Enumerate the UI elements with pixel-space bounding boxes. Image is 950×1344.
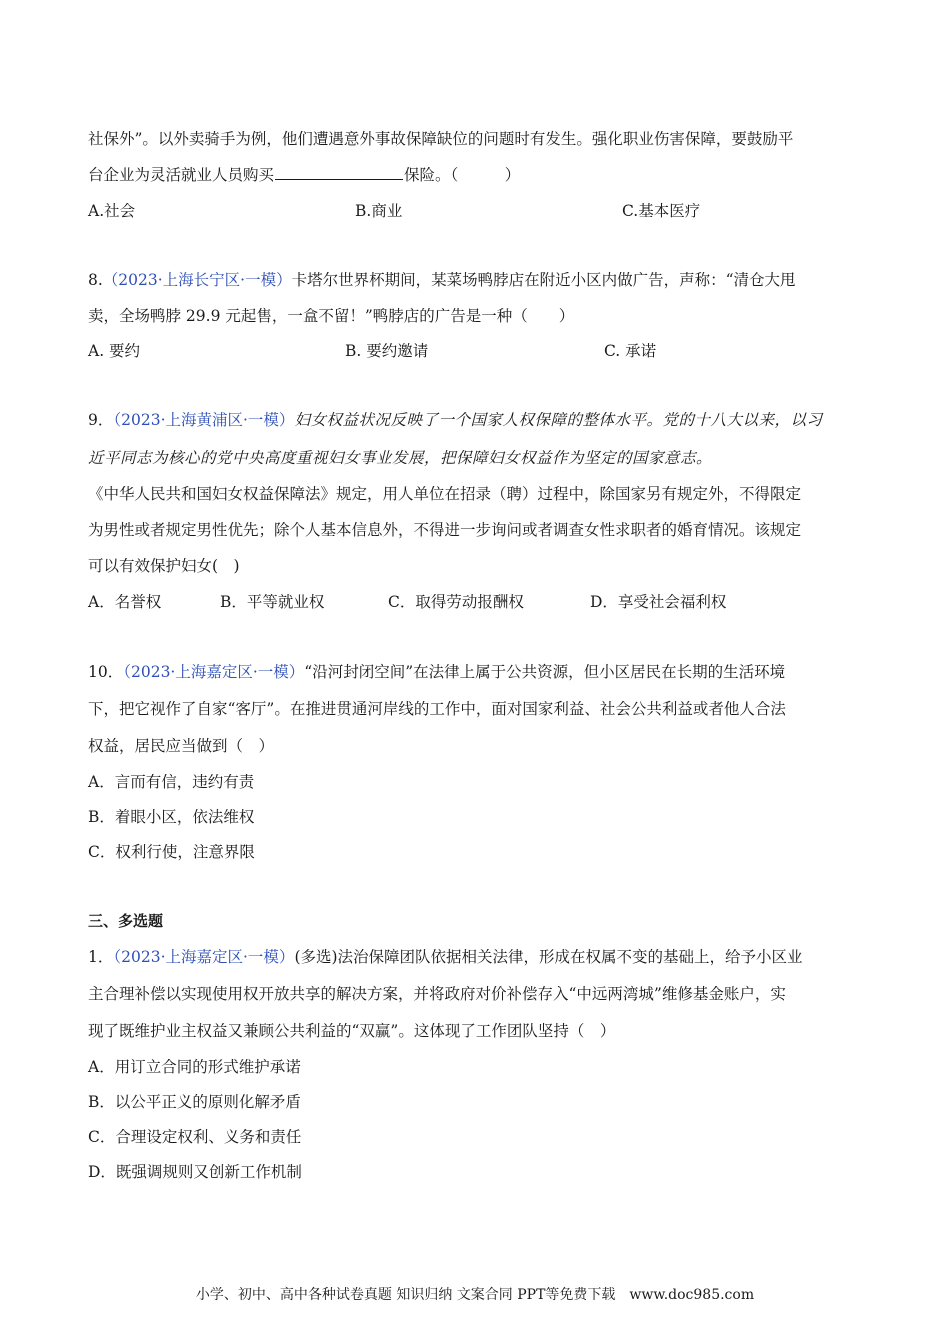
q9-text-1: 妇女权益状况反映了一个国家人权保障的整体水平。党的十八大以来，以习 <box>294 411 823 429</box>
q9-line-1 <box>88 410 822 430</box>
q7-option-a: A.社会 <box>88 202 136 220</box>
q8-option-a: A. 要约 <box>88 342 141 360</box>
q10-line-2: 下，把它视作了自家“客厅”。在推进贯通河岸线的工作中，面对国家利益、社会公共利益或者他人合法 <box>88 700 786 718</box>
q7-option-b: B.商业 <box>355 202 403 220</box>
q7-line-2 <box>88 165 520 185</box>
q9-line-3: 《中华人民共和国妇女权益保障法》规定，用人单位在招录（聘）过程中，除国家另有规定外，不得限定 <box>88 485 802 503</box>
q7-line-2-post: 保险。（ ） <box>404 166 521 184</box>
mq1-line-3: 现了既维护业主权益又兼顾公共利益的“双赢”。这体现了工作团队坚持（ ） <box>88 1022 616 1040</box>
q9-line-4: 为男性或者规定男性优先；除个人基本信息外，不得进一步询问或者调查女性求职者的婚育情况。该规定 <box>88 521 802 539</box>
mq1-source: （2023·上海嘉定区·一模） <box>113 948 295 966</box>
q10-number: 10． <box>88 663 124 681</box>
q7-line-2-pre: 台企业为灵活就业人员购买 <box>88 166 275 184</box>
mq1-option-b: B．以公平正义的原则化解矛盾 <box>88 1093 301 1111</box>
q9-line-2: 近平同志为核心的党中央高度重视妇女事业发展，把保障妇女权益作为坚定的国家意志。 <box>88 449 713 467</box>
q8-line-2: 卖，全场鸭脖 29.9 元起售，一盒不留！”鸭脖店的广告是一种（ ） <box>88 307 575 325</box>
mq1-number: 1． <box>88 948 114 966</box>
q9-source: （2023·上海黄浦区·一模） <box>113 411 295 429</box>
q10-option-b: B．着眼小区，依法维权 <box>88 808 255 826</box>
q9-option-b: B．平等就业权 <box>220 593 325 611</box>
q10-line-3: 权益，居民应当做到（ ） <box>88 737 275 755</box>
q9-option-a: A．名誉权 <box>88 593 162 611</box>
section-title-multiple-choice: 三、多选题 <box>88 912 164 930</box>
q8-option-c: C. 承诺 <box>604 342 657 360</box>
q8-source: （2023·上海长宁区·一模） <box>102 271 292 289</box>
q9-option-c: C．取得劳动报酬权 <box>388 593 524 611</box>
mq1-line-1 <box>88 947 803 967</box>
q9-number: 9． <box>88 411 114 429</box>
q8-number: 8. <box>88 271 103 289</box>
q8-line-1 <box>88 270 796 290</box>
q7-line-1: 社保外”。以外卖骑手为例，他们遭遇意外事故保障缺位的问题时有发生。强化职业伤害保障，要鼓励平 <box>88 130 794 148</box>
mq1-option-c: C．合理设定权利、义务和责任 <box>88 1128 302 1146</box>
mq1-text-1: (多选)法治保障团队依据相关法律，形成在权属不变的基础上，给予小区业 <box>294 948 803 966</box>
q9-option-d: D．享受社会福利权 <box>590 593 727 611</box>
q10-source: （2023·上海嘉定区·一模） <box>123 663 305 681</box>
q8-option-b: B. 要约邀请 <box>345 342 429 360</box>
q7-option-c: C.基本医疗 <box>622 202 701 220</box>
mq1-option-d: D．既强调规则又创新工作机制 <box>88 1163 302 1181</box>
mq1-line-2: 主合理补偿以实现使用权开放共享的解决方案，并将政府对价补偿存入“中远两湾城”维修基金账户，实 <box>88 985 786 1003</box>
q9-line-5: 可以有效保护妇女( ) <box>88 557 240 575</box>
page-footer: 小学、初中、高中各种试卷真题 知识归纳 文案合同 PPT等免费下载 www.doc985.com <box>195 1287 755 1303</box>
q10-option-a: A．言而有信，违约有责 <box>88 773 255 791</box>
mq1-option-a: A．用订立合同的形式维护承诺 <box>88 1058 301 1076</box>
q7-blank <box>275 165 403 180</box>
q10-option-c: C．权利行使，注意界限 <box>88 843 255 861</box>
q8-text-1: 卡塔尔世界杯期间，某菜场鸭脖店在附近小区内做广告，声称：“清仓大甩 <box>291 271 796 289</box>
q10-text-1: “沿河封闭空间”在法律上属于公共资源，但小区居民在长期的生活环境 <box>304 663 786 681</box>
q10-line-1 <box>88 662 785 682</box>
